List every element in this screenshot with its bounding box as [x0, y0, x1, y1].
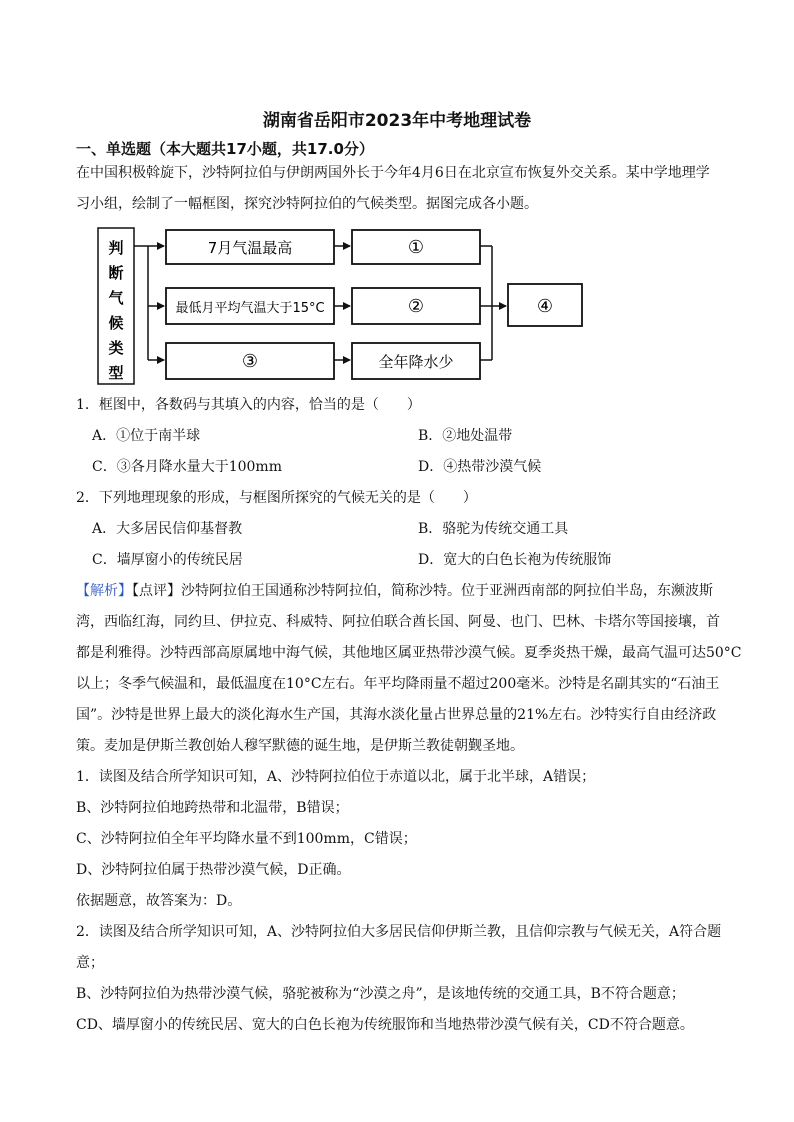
- diagram-result: ④: [536, 296, 554, 317]
- analysis-tag: 【解析】: [76, 583, 132, 599]
- diagram-left-char: 气: [108, 289, 124, 307]
- answer-line: 意；: [76, 955, 104, 971]
- diagram-left-char: 类: [108, 339, 124, 357]
- analysis-line: 以上；冬季气候温和，最低温度在10°C左右。年平均降雨量不超过200毫米。沙特是名副其实的“石油王: [76, 676, 720, 692]
- question-option[interactable]: C．③各月降水量大于100mm: [92, 459, 282, 475]
- answer-line: 2．读图及结合所学知识可知，A、沙特阿拉伯大多居民信仰伊斯兰教，且信仰宗教与气候无关，A符合题: [76, 924, 722, 940]
- diagram-row2-right: ②: [407, 296, 425, 317]
- question-option[interactable]: A．①位于南半球: [92, 428, 201, 444]
- analysis-line: 都是利雅得。沙特西部高原属地中海气候，其他地区属亚热带沙漠气候。夏季炎热干燥，最高气温可达50°C: [76, 645, 742, 661]
- analysis-line: 国”。沙特是世界上最大的淡化海水生产国，其海水淡化量占世界总量的21%左右。沙特实行自由经济政: [76, 707, 717, 723]
- diagram-row2-left: 最低月平均气温大于15°C: [175, 301, 325, 316]
- diagram-left-char: 型: [108, 364, 124, 382]
- diagram-row1-left: 7月气温最高: [207, 239, 293, 257]
- diagram-left-char: 断: [108, 264, 124, 282]
- diagram-row3-left: ③: [241, 351, 259, 372]
- intro-line: 在中国积极斡旋下，沙特阿拉伯与伊朗两国外长于今年4月6日在北京宣布恢复外交关系。某中学地理学: [76, 165, 710, 181]
- question-option[interactable]: A．大多居民信仰基督教: [92, 521, 243, 537]
- climate-diagram: [96, 226, 616, 388]
- question-option[interactable]: B．骆驼为传统交通工具: [418, 521, 569, 537]
- page-title: 湖南省岳阳市2023年中考地理试卷: [262, 111, 532, 131]
- analysis-line: 策。麦加是伊斯兰教创始人穆罕默德的诞生地，是伊斯兰教徒朝觐圣地。: [76, 738, 524, 754]
- question-stem: 1．框图中，各数码与其填入的内容，恰当的是（ ）: [76, 397, 421, 413]
- question-option[interactable]: C．墙厚窗小的传统民居: [92, 552, 243, 568]
- answer-line: 依据题意，故答案为：D。: [76, 893, 242, 909]
- answer-line: CD、墙厚窗小的传统民居、宽大的白色长袍为传统服饰和当地热带沙漠气候有关，CD不符合题意。: [76, 1017, 694, 1033]
- question-option[interactable]: B．②地处温带: [418, 428, 513, 444]
- analysis-line: 湾，西临红海，同约旦、伊拉克、科威特、阿拉伯联合酋长国、阿曼、也门、巴林、卡塔尔等国接壤，首: [76, 614, 720, 630]
- question-stem: 2．下列地理现象的形成，与框图所探究的气候无关的是（ ）: [76, 490, 477, 506]
- diagram-left-char: 候: [108, 314, 124, 332]
- question-option[interactable]: D．④热带沙漠气候: [418, 459, 542, 475]
- answer-line: C、沙特阿拉伯全年平均降水量不到100mm，C错误；: [76, 831, 417, 847]
- diagram-left-char: 判: [108, 239, 124, 257]
- answer-line: D、沙特阿拉伯属于热带沙漠气候，D正确。: [76, 862, 351, 878]
- diagram-row1-right: ①: [407, 237, 425, 258]
- question-option[interactable]: D．宽大的白色长袍为传统服饰: [418, 552, 612, 568]
- analysis-line: [76, 576, 736, 606]
- answer-line: B、沙特阿拉伯为热带沙漠气候，骆驼被称为“沙漠之舟”，是该地传统的交通工具，B不符合题意；: [76, 986, 685, 1002]
- analysis-label: 【点评】: [132, 583, 181, 599]
- diagram-row3-right: 全年降水少: [378, 353, 454, 371]
- intro-line: 习小组，绘制了一幅框图，探究沙特阿拉伯的气候类型。据图完成各小题。: [76, 196, 538, 212]
- answer-line: B、沙特阿拉伯地跨热带和北温带，B错误；: [76, 800, 349, 816]
- section-heading: 一、单选题（本大题共17小题，共17.0分）: [76, 140, 374, 158]
- analysis-text: 沙特阿拉伯王国通称沙特阿拉伯，简称沙特。位于亚洲西南部的阿拉伯半岛，东濒波斯: [181, 583, 713, 599]
- answer-line: 1．读图及结合所学知识可知，A、沙特阿拉伯位于赤道以北，属于北半球，A错误；: [76, 769, 596, 785]
